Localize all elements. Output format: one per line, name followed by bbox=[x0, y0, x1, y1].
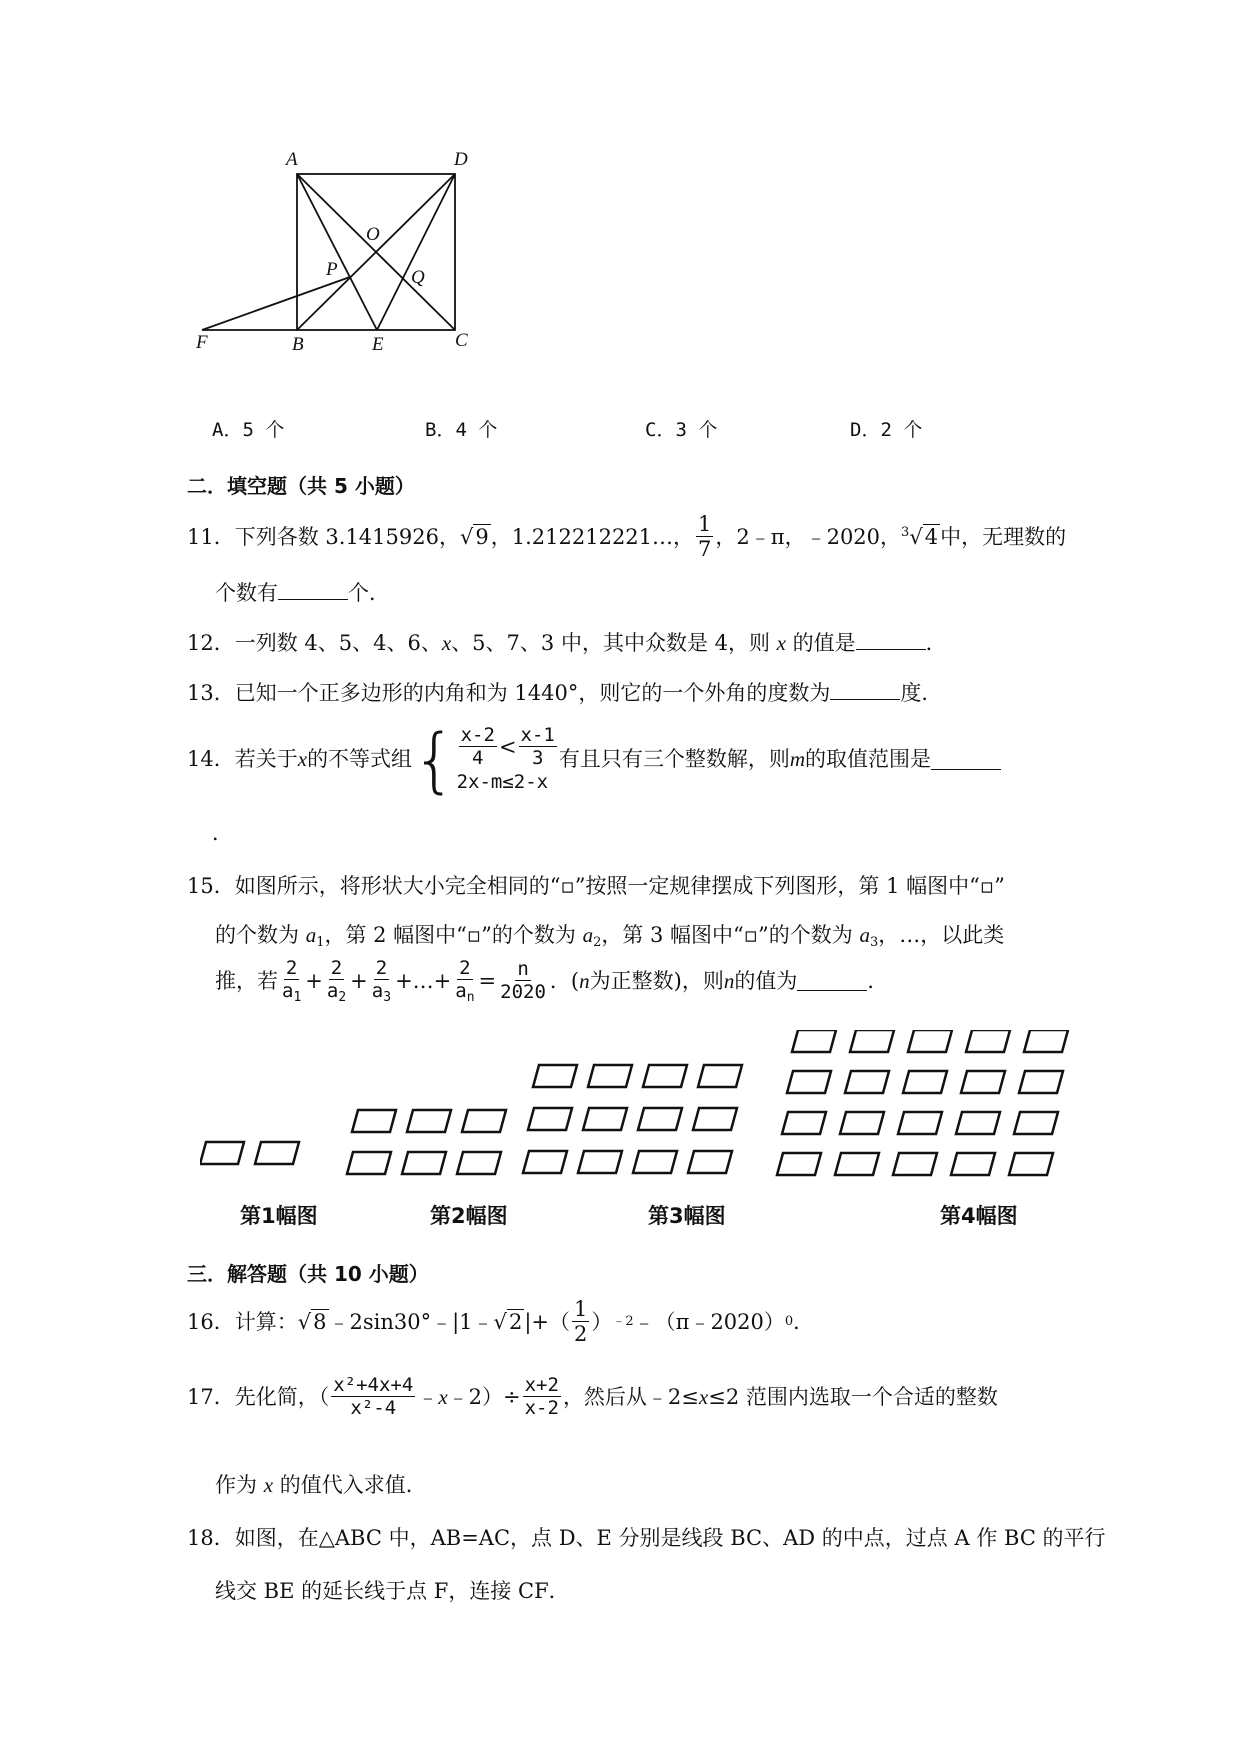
parallelogram bbox=[523, 1151, 567, 1173]
parallelogram bbox=[457, 1152, 501, 1174]
label-b: B bbox=[292, 334, 304, 355]
q11-mid: ，1.212212221…， bbox=[490, 524, 695, 549]
q15-line3: 推，若 $\frac{2}{a_1}$ + $\frac{2}{a_2}$ + $\frac{2}{a_3}$ +…+ $\frac{2}{a_n}$ = $\frac{n}{2020}$ ．( n 为正整数)，则 n 的值为 ． bbox=[215, 957, 889, 1005]
segment-fp bbox=[202, 277, 350, 330]
parallelogram bbox=[462, 1110, 506, 1132]
parallelogram bbox=[1009, 1153, 1053, 1175]
label-f: F bbox=[196, 332, 208, 353]
q15-line1: 15．如图所示，将形状大小完全相同的“▫”按照一定规律摆成下列图形，第 1 幅图中“▫” bbox=[187, 874, 1005, 898]
parallelogram bbox=[688, 1151, 732, 1173]
q17-line1: 17． 先化简，（ $\frac{\text{x²+4x+4}}{\text{x²-4}}$ ﹣ x ﹣2）÷ $\frac{x+2}{x-2}$ ，然后从﹣2≤ x ≤2 范围内选取一个合适的整数 bbox=[187, 1374, 998, 1419]
label-d: D bbox=[454, 149, 468, 170]
parallelogram bbox=[200, 1142, 244, 1164]
parallelogram bbox=[1024, 1030, 1068, 1052]
q11-prefix: 下列各数 3.1415926， bbox=[234, 524, 460, 549]
parallelogram bbox=[792, 1030, 836, 1052]
q17-line2: 作为 x 的值代入求值． bbox=[215, 1473, 427, 1497]
parallelogram bbox=[698, 1065, 742, 1087]
q11-after-frac: ，2﹣π，﹣2020， bbox=[715, 524, 902, 549]
parallelogram bbox=[777, 1153, 821, 1175]
q14-end: ． bbox=[212, 821, 233, 845]
parallelogram bbox=[903, 1071, 947, 1093]
sqrt-9: √9 bbox=[459, 524, 489, 549]
parallelogram bbox=[1014, 1112, 1058, 1134]
q10-option-a: A．5 个 bbox=[212, 419, 285, 441]
label-e: E bbox=[372, 334, 384, 355]
parallelogram bbox=[908, 1030, 952, 1052]
parallelogram bbox=[643, 1065, 687, 1087]
label-p: P bbox=[326, 259, 338, 280]
parallelogram bbox=[782, 1112, 826, 1134]
parallelogram-patterns bbox=[200, 1030, 1180, 1210]
q11-line2: 个数有 个． bbox=[215, 581, 390, 605]
q14-answer-blank[interactable] bbox=[931, 751, 1001, 770]
parallelogram bbox=[845, 1071, 889, 1093]
parallelogram bbox=[352, 1110, 396, 1132]
section2-title: 二．填空题（共 5 小题） bbox=[187, 474, 415, 498]
q11-line1 bbox=[187, 513, 1066, 562]
q15-answer-blank[interactable] bbox=[797, 972, 867, 991]
parallelogram bbox=[528, 1108, 572, 1130]
sqrt-2: √2 bbox=[493, 1309, 523, 1334]
parallelogram bbox=[407, 1110, 451, 1132]
pattern-label-1: 第1幅图 bbox=[240, 1204, 318, 1228]
segment-ae bbox=[297, 174, 377, 330]
parallelogram bbox=[966, 1030, 1010, 1052]
fraction-1-7: $\frac{1}{7}$ bbox=[698, 512, 712, 562]
section3-title: 三．解答题（共 10 小题） bbox=[187, 1262, 429, 1286]
parallelogram bbox=[893, 1153, 937, 1175]
parallelogram bbox=[578, 1151, 622, 1173]
parallelogram bbox=[787, 1071, 831, 1093]
q11-suffix: 中，无理数的 bbox=[940, 524, 1067, 549]
parallelogram bbox=[693, 1108, 737, 1130]
segment-de bbox=[377, 174, 455, 330]
parallelogram bbox=[835, 1153, 879, 1175]
parallelogram bbox=[961, 1071, 1005, 1093]
cbrt-4: $^3$√4 bbox=[901, 524, 939, 549]
pattern-label-4: 第4幅图 bbox=[940, 1204, 1018, 1228]
inequality-system: $\frac{x-2}{4}$ < $\frac{x-1}{3}$ 2x-m≤2-x bbox=[456, 724, 555, 793]
parallelogram bbox=[1019, 1071, 1063, 1093]
parallelogram bbox=[347, 1152, 391, 1174]
pattern-label-2: 第2幅图 bbox=[430, 1204, 508, 1228]
parallelogram bbox=[583, 1108, 627, 1130]
q10-option-c: C．3 个 bbox=[645, 419, 718, 441]
parallelogram bbox=[840, 1112, 884, 1134]
parallelogram bbox=[255, 1142, 299, 1164]
label-q: Q bbox=[411, 267, 425, 288]
label-a: A bbox=[286, 149, 298, 170]
pattern-label-3: 第3幅图 bbox=[648, 1204, 726, 1228]
parallelogram bbox=[533, 1065, 577, 1087]
q12: 12．一列数 4、5、4、6、x、5、7、3 中，其中众数是 4，则 x 的值是 ． bbox=[187, 631, 947, 655]
q11-number: 11． bbox=[187, 524, 235, 549]
system-brace: { bbox=[412, 719, 457, 801]
q15-line2: 的个数为 $a_1$，第 2 幅图中“▫”的个数为 $a_2$，第 3 幅图中“▫”的个数为 $a_3$，…，以此类 bbox=[215, 923, 1005, 950]
sqrt-8: √8 bbox=[297, 1309, 327, 1334]
parallelogram bbox=[951, 1153, 995, 1175]
label-o: O bbox=[366, 224, 380, 245]
q11-answer-blank[interactable] bbox=[278, 581, 348, 600]
parallelogram bbox=[850, 1030, 894, 1052]
q10-option-d: D．2 个 bbox=[850, 419, 923, 441]
parallelogram bbox=[633, 1151, 677, 1173]
parallelogram bbox=[588, 1065, 632, 1087]
q13-answer-blank[interactable] bbox=[830, 681, 900, 700]
parallelogram bbox=[956, 1112, 1000, 1134]
q13: 13．已知一个正多边形的内角和为 1440°，则它的一个外角的度数为 度． bbox=[187, 681, 943, 705]
q16: 16． 计算： √8 ﹣2sin30°﹣|1﹣ √2 |+（ $\frac{1}{2}$ ） ﹣2 ﹣（π﹣2020） 0 ． bbox=[187, 1297, 815, 1347]
parallelogram bbox=[402, 1152, 446, 1174]
q14: 14． 若关于 x 的不等式组 { $\frac{x-2}{4}$ < $\frac{x-1}{3}$ 2x-m≤2-x 有且只有三个整数解，则 m 的取值范围是 bbox=[187, 725, 1001, 795]
q18-line2: 线交 BE 的延长线于点 F，连接 CF． bbox=[215, 1579, 570, 1603]
geometry-figure bbox=[190, 140, 520, 360]
q12-answer-blank[interactable] bbox=[856, 631, 926, 650]
parallelogram bbox=[898, 1112, 942, 1134]
label-c: C bbox=[455, 330, 468, 351]
q18-line1: 18．如图，在△ABC 中，AB=AC，点 D、E 分别是线段 BC、AD 的中点，过点 A 作 BC 的平行 bbox=[187, 1526, 1106, 1550]
q10-option-b: B．4 个 bbox=[425, 419, 498, 441]
parallelogram bbox=[638, 1108, 682, 1130]
